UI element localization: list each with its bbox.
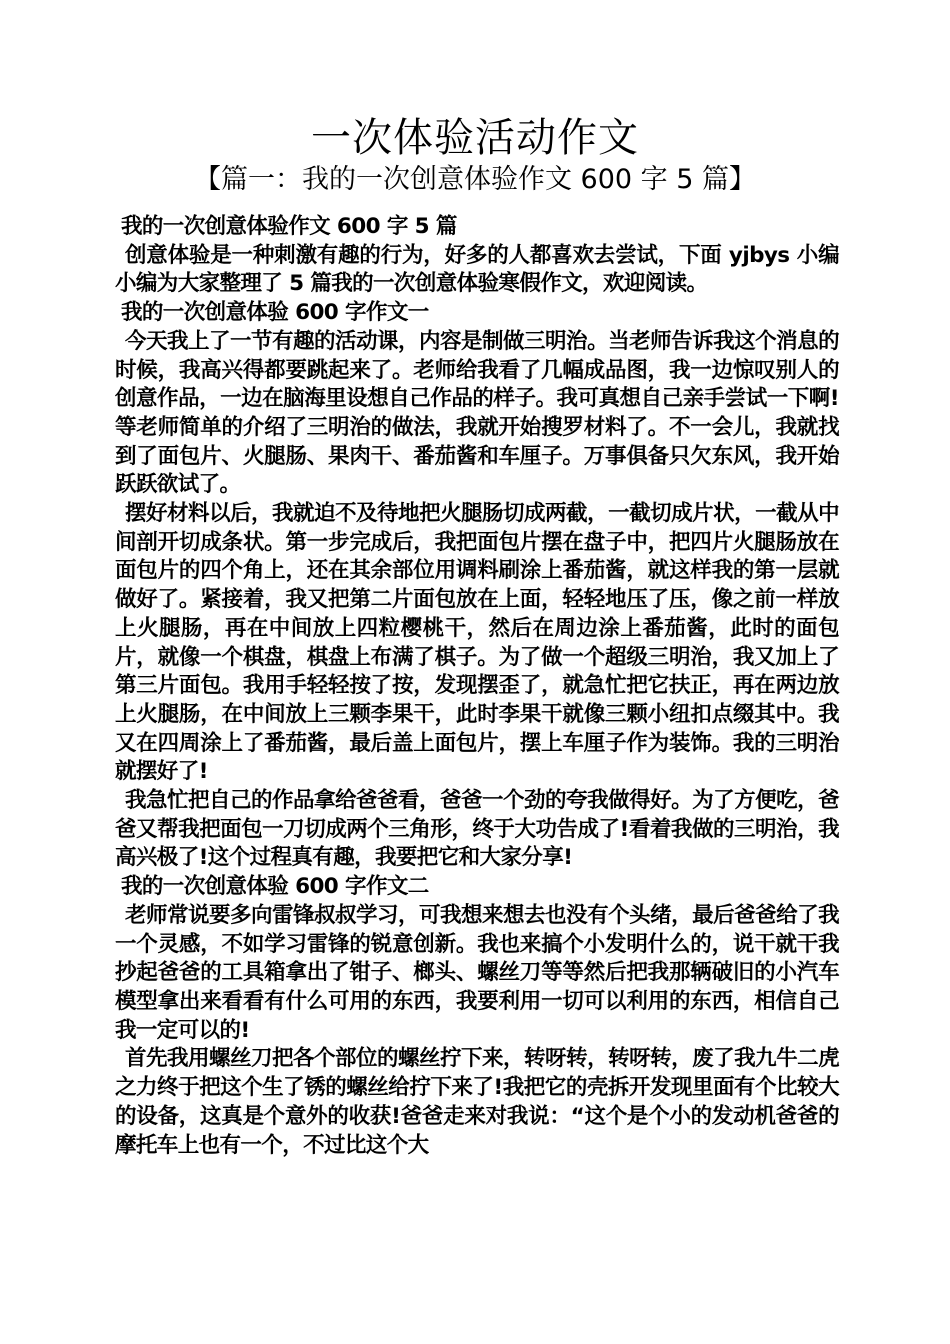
paragraph: 摆好材料以后，我就迫不及待地把火腿肠切成两截，一截切成片状，一截从中间剖开切成条状。第一步完成后，我把面包片摆在盘子中，把四片火腿肠放在面包片的四个角上，还在其余部位用调料刷涂上番茄酱，就这样我的第一层就做好了。紧接着，我又把第二片面包放在上面，轻轻地压了压，像之前一样放上火腿肠，再在中间放上四粒樱桃干，然后在周边涂上番茄酱，此时的面包片，就像一个棋盘，棋盘上布满了棋子。为了做一个超级三明治，我又加上了第三片面包。我用手轻轻按了按，发现摆歪了，就急忙把它扶正，再在两边放上火腿肠，在中间放上三颗李果干，此时李果干就像三颗小纽扣点缀其中。我又在四周涂上了番茄酱，最后盖上面包片，摆上车厘子作为装饰。我的三明治就摆好了! [115, 501, 839, 785]
document-subtitle: 【篇一：我的一次创意体验作文 600 字 5 篇】 [193, 164, 757, 195]
paragraph: 老师常说要多向雷锋叔叔学习，可我想来想去也没有个头绪，最后爸爸给了我一个灵感，不如学习雷锋的锐意创新。我也来搞个小发明什么的，说干就干我抄起爸爸的工具箱拿出了钳子、榔头、螺丝刀等等然后把我那辆破旧的小汽车模型拿出来看看有什么可用的东西，我要利用一切可以利用的东西，相信自己我一定可以的! [115, 902, 839, 1043]
section-heading: 我的一次创意体验作文 600 字 5 篇 [121, 214, 457, 239]
paragraph: 创意体验是一种刺激有趣的行为，好多的人都喜欢去尝试，下面 yjbys 小编小编为大家整理了 5 篇我的一次创意体验寒假作文，欢迎阅读。 [115, 242, 839, 297]
section-heading: 我的一次创意体验 600 字作文一 [121, 300, 429, 326]
paragraph: 首先我用螺丝刀把各个部位的螺丝拧下来，转呀转，转呀转，废了我九牛二虎之力终于把这个生了锈的螺丝给拧下来了!我把它的壳拆开发现里面有个比较大的设备，这真是个意外的收获!爸爸走来对我说：“这个是个小的发动机爸爸的摩托车上也有一个，不过比这个大 [115, 1046, 839, 1158]
paragraph: 我急忙把自己的作品拿给爸爸看，爸爸一个劲的夸我做得好。为了方便吃，爸爸又帮我把面包一刀切成两个三角形，终于大功告成了!看着我做的三明治，我高兴极了!这个过程真有趣，我要把它和大家分享! [115, 788, 839, 871]
section-heading: 我的一次创意体验 600 字作文二 [121, 874, 429, 900]
document-title: 一次体验活动作文 [311, 115, 639, 161]
paragraph: 今天我上了一节有趣的活动课，内容是制做三明治。当老师告诉我这个消息的时候，我高兴得都要跳起来了。老师给我看了几幅成品图，我一边惊叹别人的创意作品，一边在脑海里设想自己作品的样子。我可真想自己亲手尝试一下啊!等老师简单的介绍了三明治的做法，我就开始搜罗材料了。不一会儿，我就找到了面包片、火腿肠、果肉干、番茄酱和车厘子。万事俱备只欠东风，我开始跃跃欲试了。 [115, 328, 839, 498]
document-body [115, 213, 839, 1160]
